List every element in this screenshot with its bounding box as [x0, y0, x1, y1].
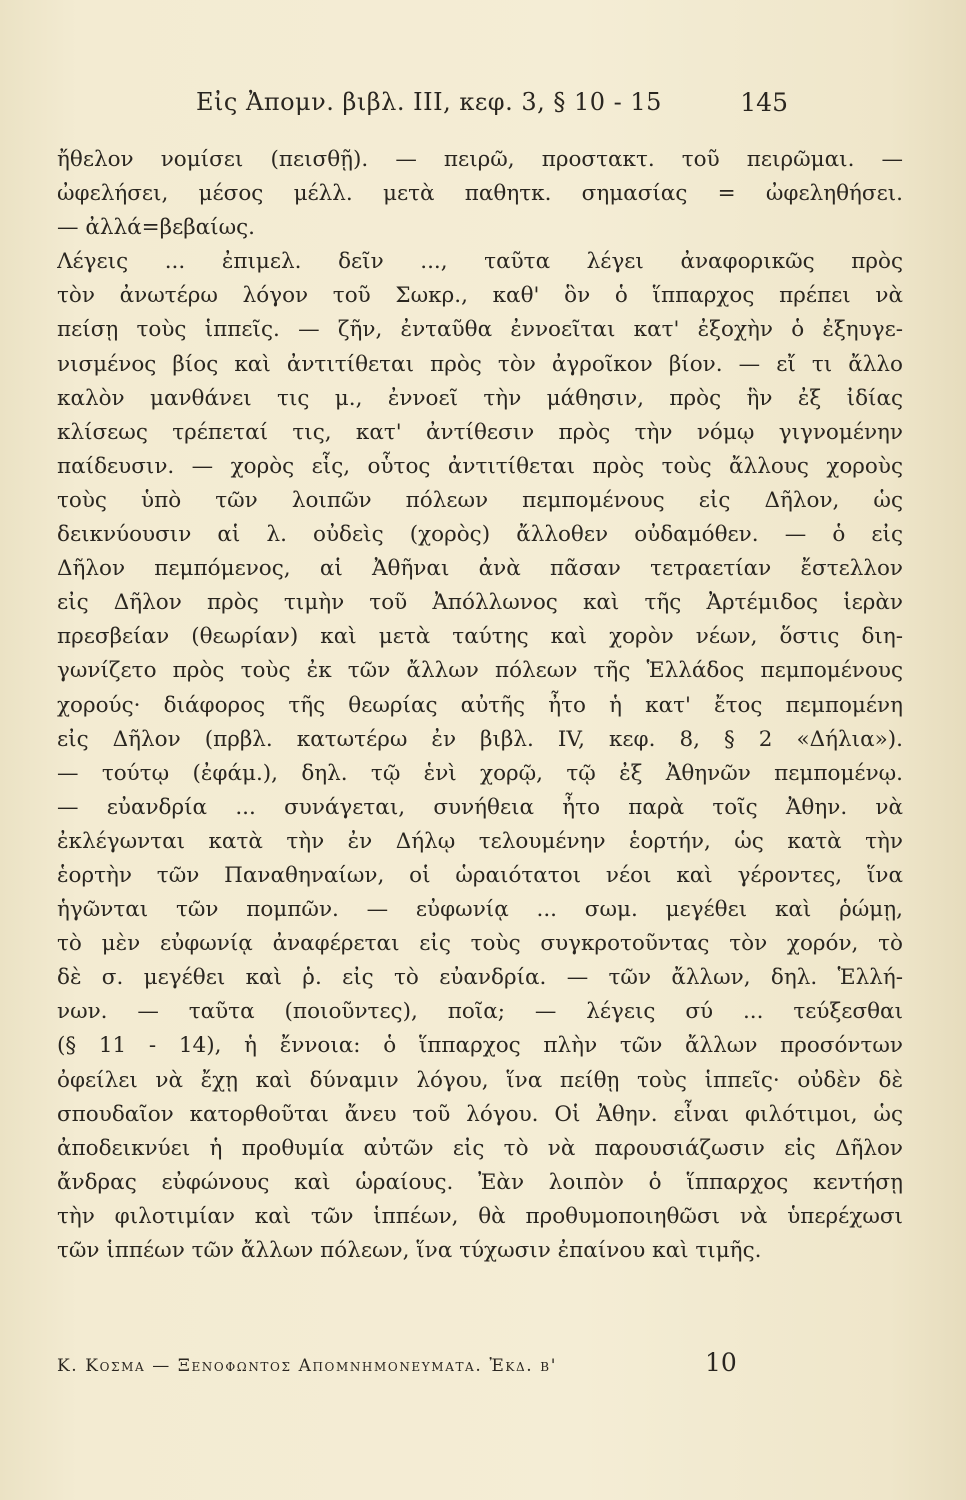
text-line: νων. — ταῦτα (ποιοῦντες), ποῖα; — λέγεις σύ ... τεύξεσθαι	[57, 999, 903, 1025]
text-line: — τούτῳ (ἐφάμ.), δηλ. τῷ ἑνὶ χορῷ, τῷ ἐξ Ἀθηνῶν πεμπομένῳ.	[57, 760, 903, 786]
footer-imprint: Κ. Κοσμα — Ξενοφωντος Απομνημονευματα. Ἐκδ. β'	[57, 1356, 557, 1376]
signature-mark: 10	[705, 1348, 737, 1377]
text-line: ἐκλέγωνται κατὰ τὴν ἐν Δήλῳ τελουμένην ἑορτήν, ὡς κατὰ τὴν	[57, 828, 903, 854]
text-line: (§ 11 - 14), ἡ ἔννοια: ὁ ἵππαρχος πλὴν τῶν ἄλλων προσόντων	[57, 1033, 903, 1059]
text-line: ἑορτὴν τῶν Παναθηναίων, οἱ ὡραιότατοι νέοι καὶ γέροντες, ἵνα	[57, 862, 903, 888]
text-line: δεικνύουσιν αἱ λ. οὐδεὶς (χορὸς) ἄλλοθεν οὐδαμόθεν. — ὁ εἰς	[57, 522, 903, 548]
text-line: κλίσεως τρέπεταί τις, κατ' ἀντίθεσιν πρὸς τὴν νόμῳ γιγνομένην	[57, 419, 903, 445]
text-line: τῶν ἱππέων τῶν ἄλλων πόλεων, ἵνα τύχωσιν ἐπαίνου καὶ τιμῆς.	[57, 1238, 762, 1263]
text-line: ἡγῶνται τῶν πομπῶν. — εὐφωνίᾳ ... σωμ. μεγέθει καὶ ῥώμῃ,	[57, 897, 903, 923]
text-line: δὲ σ. μεγέθει καὶ ῥ. εἰς τὸ εὐανδρία. — τῶν ἄλλων, δηλ. Ἑλλή-	[57, 965, 903, 991]
text-line: πρεσβείαν (θεωρίαν) καὶ μετὰ ταύτης καὶ χορὸν νέων, ὅστις διη-	[57, 624, 903, 650]
text-line: ἀποδεικνύει ἡ προθυμία αὐτῶν εἰς τὸ νὰ παρουσιάζωσιν εἰς Δῆλον	[57, 1135, 903, 1161]
text-line: χορούς· διάφορος τῆς θεωρίας αὐτῆς ἦτο ἡ κατ' ἔτος πεμπομένη	[57, 692, 903, 718]
text-line: καλὸν μανθάνει τις μ., ἐννοεῖ τὴν μάθησιν, πρὸς ἣν ἐξ ἰδίας	[57, 385, 903, 411]
text-line: τὸν ἀνωτέρω λόγον τοῦ Σωκρ., καθ' ὃν ὁ ἵππαρχος πρέπει νὰ	[57, 283, 903, 309]
text-line: γωνίζετο πρὸς τοὺς ἐκ τῶν ἄλλων πόλεων τῆς Ἑλλάδος πεμπομένους	[57, 658, 903, 684]
text-line: — εὐανδρία ... συνάγεται, συνήθεια ἦτο παρὰ τοῖς Ἀθην. νὰ	[57, 794, 903, 820]
page-number: 145	[740, 88, 788, 117]
text-line: ὀφείλει νὰ ἔχῃ καὶ δύναμιν λόγου, ἵνα πείθῃ τοὺς ἱππεῖς· οὐδὲν δὲ	[57, 1067, 903, 1093]
page-footer	[57, 1348, 903, 1388]
text-line: τὸ μὲν εὐφωνίᾳ ἀναφέρεται εἰς τοὺς συγκροτοῦντας τὸν χορόν, τὸ	[57, 931, 903, 957]
page-header	[0, 88, 966, 128]
text-line: Δῆλον πεμπόμενος, αἱ Ἀθῆναι ἀνὰ πᾶσαν τετραετίαν ἔστελλον	[57, 556, 903, 582]
text-line: παίδευσιν. — χορὸς εἷς, οὗτος ἀντιτίθεται πρὸς τοὺς ἄλλους χοροὺς	[57, 453, 903, 479]
text-line: νισμένος βίος καὶ ἀντιτίθεται πρὸς τὸν ἀγροῖκον βίον. — εἴ τι ἄλλο	[57, 351, 903, 377]
text-line: ἄνδρας εὐφώνους καὶ ὡραίους. Ἐὰν λοιπὸν ὁ ἵππαρχος κεντήσῃ	[57, 1169, 903, 1195]
text-line: τὴν φιλοτιμίαν καὶ τῶν ἱππέων, θὰ προθυμοποιηθῶσι νὰ ὑπερέχωσι	[57, 1203, 903, 1229]
text-line: ἤθελον νομίσει (πεισθῇ). — πειρῶ, προστακτ. τοῦ πειρῶμαι. —	[57, 147, 903, 172]
text-line: ὠφελήσει, μέσος μέλλ. μετὰ παθητκ. σημασίας = ὠφεληθήσει.	[57, 181, 903, 207]
text-line: — ἀλλά=βεβαίως.	[57, 215, 255, 241]
text-line: σπουδαῖον κατορθοῦται ἄνευ τοῦ λόγου. Οἱ Ἀθην. εἶναι φιλότιμοι, ὡς	[57, 1101, 903, 1127]
text-line: πείσῃ τοὺς ἱππεῖς. — ζῆν, ἐνταῦθα ἐννοεῖται κατ' ἐξοχὴν ὁ ἐξηυγε-	[57, 317, 903, 343]
running-title: Εἰς Ἀπομν. βιβλ. ΙΙΙ, κεφ. 3, § 10 - 15	[196, 88, 662, 116]
text-line: τοὺς ὑπὸ τῶν λοιπῶν πόλεων πεμπομένους εἰς Δῆλον, ὡς	[57, 487, 903, 513]
commentary-text	[57, 143, 903, 1268]
text-line: Λέγεις ... ἐπιμελ. δεῖν ..., ταῦτα λέγει ἀναφορικῶς πρὸς	[57, 249, 903, 275]
text-line: εἰς Δῆλον (πρβλ. κατωτέρω ἐν βιβλ. IV, κεφ. 8, § 2 «Δήλια»).	[57, 726, 903, 752]
text-line: εἰς Δῆλον πρὸς τιμὴν τοῦ Ἀπόλλωνος καὶ τῆς Ἀρτέμιδος ἱερὰν	[57, 590, 903, 616]
